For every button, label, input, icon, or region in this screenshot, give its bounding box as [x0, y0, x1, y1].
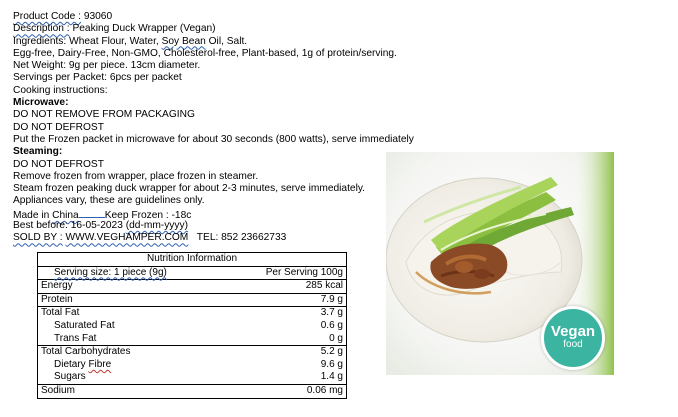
steaming-line: Remove frozen from wrapper, place frozen in steamer.: [13, 170, 259, 182]
steaming-line: Steam frozen peaking duck wrapper for about 2-3 minutes, serve immediately.: [13, 183, 366, 195]
sold-by-label: SOLD BY :: [13, 232, 63, 244]
nutrient-name: Total Fat: [41, 307, 80, 319]
nutrition-row: [38, 346, 347, 359]
nutrient-value: 285 kcal: [227, 280, 347, 294]
nutrient-value: 0.6 g: [320, 319, 343, 331]
nutrition-title: Nutrition Information: [38, 253, 347, 267]
best-before-label: Best before: 16-05-2023: [13, 220, 123, 232]
nutrition-row: [38, 333, 347, 346]
vegan-food-badge: [541, 306, 605, 370]
ingredients-label: Ingredients:: [13, 35, 67, 47]
nutrient-value: 0 g: [227, 333, 347, 346]
steaming-line: DO NOT DEFROST: [13, 158, 104, 170]
steaming-line: Appliances vary, these are guidelines only.: [13, 195, 205, 207]
nutrition-row: [38, 293, 347, 307]
nutrition-row: [38, 384, 347, 398]
net-weight-line: Net Weight: 9g per piece. 13cm diameter.: [13, 60, 201, 72]
fibre-word: Fibre: [88, 358, 112, 370]
best-before-format: (dd-mm-yyyy): [125, 220, 188, 232]
sold-by-tel: TEL: 852 23662733: [196, 232, 287, 244]
nutrient-name: Energy: [38, 280, 227, 294]
nutrient-name: Dietary Fibre: [54, 358, 112, 370]
nutrient-value: 7.9 g: [227, 293, 347, 307]
claims-line: Egg-free, Dairy-Free, Non-GMO, Cholesterol-free, Plant-based, 1g of protein/serving.: [13, 47, 397, 59]
badge-big-text: Vegan: [550, 323, 596, 340]
nutrition-title-row: [38, 253, 347, 267]
nutrition-row: [38, 307, 347, 320]
nutrient-value: 1.4 g: [227, 371, 347, 384]
nutrient-value: 9.6 g: [320, 358, 343, 370]
nutrient-value: 3.7 g: [320, 307, 343, 319]
microwave-heading: Microwave:: [13, 97, 69, 109]
serving-size: Serving size: 1 piece (9g): [38, 266, 227, 280]
origin-prefix: Made in: [13, 209, 50, 221]
servings-line: Servings per Packet: 6pcs per packet: [13, 72, 182, 84]
microwave-line: DO NOT DEFROST: [13, 121, 104, 133]
per-serving: Per Serving 100g: [227, 266, 347, 280]
nutrition-row: [38, 280, 347, 294]
product-code-value: 93060: [83, 11, 113, 22]
ingredients-after: Oil, Salt.: [208, 35, 248, 47]
nutrition-row: [38, 359, 347, 372]
keep-frozen: Keep Frozen : -18c: [104, 209, 192, 221]
nutrient-name: Saturated Fat: [54, 319, 115, 331]
nutrient-value: 0.06 mg: [306, 384, 343, 396]
nutrition-header-row: [38, 266, 347, 280]
description-value: Peaking Duck Wrapper (Vegan): [72, 23, 216, 35]
nutrient-name: Total Carbohydrates: [41, 346, 131, 358]
nutrient-name: Sodium: [41, 384, 75, 396]
nutrition-table: [37, 252, 347, 399]
description-line: [13, 23, 453, 35]
microwave-line: DO NOT REMOVE FROM PACKAGING: [13, 109, 195, 121]
steaming-heading: Steaming:: [13, 146, 63, 158]
product-code-line: [13, 11, 453, 23]
nutrient-name: Protein: [38, 293, 227, 307]
nutrition-row: [38, 320, 347, 333]
underline-gap: [79, 208, 105, 218]
nutrition-row: [38, 371, 347, 384]
cooking-title: Cooking instructions:: [13, 84, 108, 96]
badge-small-text: food: [563, 339, 583, 350]
nutrient-name: Trans Fat: [38, 333, 227, 346]
ingredients-before: Wheat Flour, Water,: [69, 35, 159, 47]
product-code-label: Product Code :: [13, 11, 81, 22]
sold-by-website[interactable]: WWW.VEGHAMPER.COM: [65, 232, 189, 244]
nutrient-name: Sugars: [38, 371, 227, 384]
ingredients-soy: Soy Bean: [161, 35, 206, 47]
origin-country: China: [52, 209, 79, 221]
nutrition-body: [38, 280, 347, 398]
description-label: Description :: [13, 23, 70, 35]
microwave-line: Put the Frozen packet in microwave for about 30 seconds (800 watts), serve immediately: [13, 133, 414, 145]
ingredients-line: [13, 36, 453, 48]
nutrient-value: 5.2 g: [320, 346, 343, 358]
